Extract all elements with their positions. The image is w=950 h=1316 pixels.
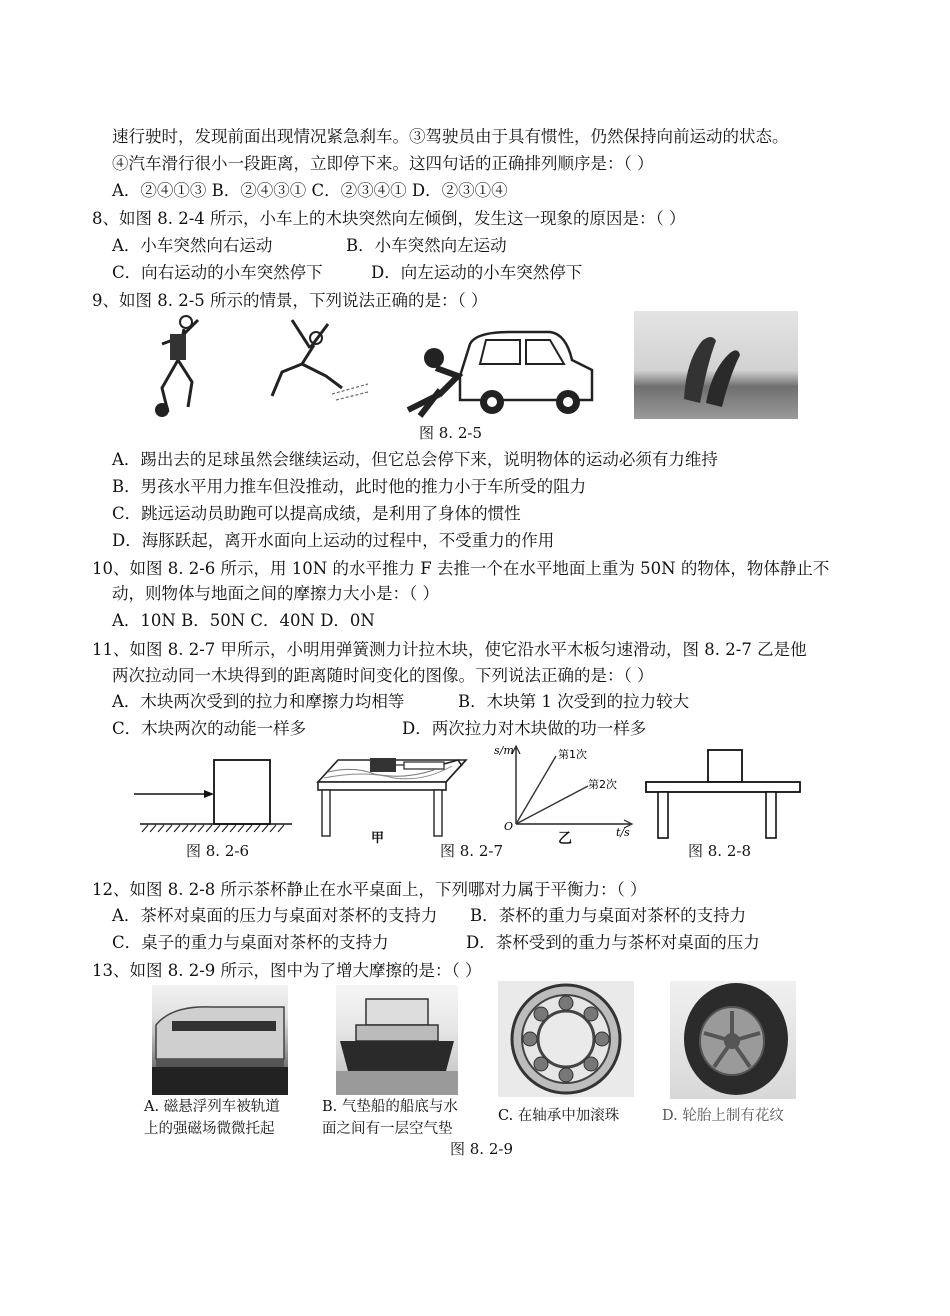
figure-8-2-6-diagram (134, 752, 296, 834)
q12-option-a: A．茶杯对桌面的压力与桌面对茶杯的支持力 (112, 906, 438, 925)
q10-options: A．10N B．50N C．40N D．0N (112, 611, 375, 630)
option-d-caption: D. 轮胎上制有花纹 (662, 1108, 784, 1124)
q8-option-c: C．向右运动的小车突然停下 (112, 263, 323, 282)
graph-y-label: s/m (494, 744, 514, 757)
q9-option-b: B．男孩水平用力推车但没推动，此时他的推力小于车所受的阻力 (112, 477, 587, 496)
ball-bearing-photo (498, 981, 634, 1097)
boy-pushing-car-figure (400, 324, 596, 420)
graph-series-1-label: 第1次 (558, 748, 587, 761)
q10-text-line2: 动，则物体与地面之间的摩擦力大小是：（ ） (112, 584, 439, 603)
q7-text-line2: ④汽车滑行很小一段距离，立即停下来。这四句话的正确排列顺序是：（ ） (112, 154, 654, 173)
q9-option-a: A．踢出去的足球虽然会继续运动，但它总会停下来，说明物体的运动必须有力维持 (112, 450, 718, 469)
q12-stem: 12、如图 8. 2-8 所示茶杯静止在水平桌面上，下列哪对力属于平衡力：（ ） (92, 880, 647, 899)
q8-option-b: B．小车突然向左运动 (346, 236, 507, 255)
figure-8-2-8-diagram (644, 748, 802, 840)
option-a-caption-line2: 上的强磁场微微托起 (144, 1121, 275, 1137)
graph-x-label: t/s (616, 826, 630, 839)
q8-stem: 8、如图 8. 2-4 所示，小车上的木块突然向左倾倒，发生这一现象的原因是：（ ） (92, 209, 686, 228)
soccer-player-figure (148, 312, 210, 420)
long-jumper-figure (252, 316, 370, 416)
graph-origin-label: O (504, 820, 514, 833)
q7-text-line1: 速行驶时，发现前面出现情况紧急刹车。③驾驶员由于具有惯性，仍然保持向前运动的状态。 (112, 127, 789, 146)
option-a-caption-line1: A. 磁悬浮列车被轨道 (144, 1099, 280, 1115)
q9-option-d: D．海豚跃起，离开水面向上运动的过程中，不受重力的作用 (112, 531, 555, 550)
hovercraft-photo (336, 985, 458, 1095)
q8-option-d: D．向左运动的小车突然停下 (371, 263, 583, 282)
q11-option-b: B．木块第 1 次受到的拉力较大 (458, 692, 690, 711)
figure-8-2-7-yi-graph (494, 742, 636, 839)
q11-option-d: D．两次拉力对木块做的功一样多 (402, 719, 647, 738)
figure-8-2-5-caption: 图 8. 2-5 (419, 424, 483, 442)
figure-8-2-7-jia-table (314, 752, 474, 840)
maglev-train-photo (152, 985, 288, 1095)
q12-option-b: B．茶杯的重力与桌面对茶杯的支持力 (470, 906, 747, 925)
option-b-caption-line2: 面之间有一层空气垫 (322, 1121, 453, 1137)
q13-stem: 13、如图 8. 2-9 所示，图中为了增大摩擦的是：（ ） (92, 961, 482, 980)
q8-option-a: A．小车突然向右运动 (112, 236, 273, 255)
figure-label-yi: 乙 (558, 831, 572, 847)
option-b-caption-line1: B. 气垫船的船底与水 (322, 1099, 458, 1115)
q11-option-a: A．木块两次受到的拉力和摩擦力均相等 (112, 692, 405, 711)
q10-text-line1: 10、如图 8. 2-6 所示，用 10N 的水平推力 F 去推一个在水平地面上重为 50N 的物体，物体静止不 (92, 559, 830, 578)
q12-option-d: D．茶杯受到的重力与茶杯对桌面的压力 (466, 933, 760, 952)
figure-8-2-8-caption: 图 8. 2-8 (688, 842, 752, 860)
figure-8-2-9-caption: 图 8. 2-9 (450, 1140, 514, 1158)
graph-series-2-label: 第2次 (588, 778, 617, 791)
figure-8-2-6-caption: 图 8. 2-6 (186, 842, 250, 860)
dolphin-jumping-photo (634, 311, 798, 419)
q9-stem: 9、如图 8. 2-5 所示的情景，下列说法正确的是：（ ） (92, 291, 488, 310)
q12-option-c: C．桌子的重力与桌面对茶杯的支持力 (112, 933, 389, 952)
option-c-caption: C. 在轴承中加滚珠 (498, 1108, 620, 1124)
q7-options: A．②④①③ B．②④③① C．②③④① D．②③①④ (112, 181, 508, 200)
tire-photo (670, 981, 796, 1099)
figure-label-jia: 甲 (371, 831, 385, 846)
q11-text-line2: 两次拉动同一木块得到的距离随时间变化的图像。下列说法正确的是：（ ） (112, 666, 654, 685)
q11-text-line1: 11、如图 8. 2-7 甲所示，小明用弹簧测力计拉木块，使它沿水平木板匀速滑动，图 8. 2-7 乙是他 (92, 640, 807, 659)
q9-option-c: C．跳远运动员助跑可以提高成绩，是利用了身体的惯性 (112, 504, 521, 523)
figure-8-2-7-caption: 图 8. 2-7 (440, 842, 504, 860)
q11-option-c: C．木块两次的动能一样多 (112, 719, 307, 738)
